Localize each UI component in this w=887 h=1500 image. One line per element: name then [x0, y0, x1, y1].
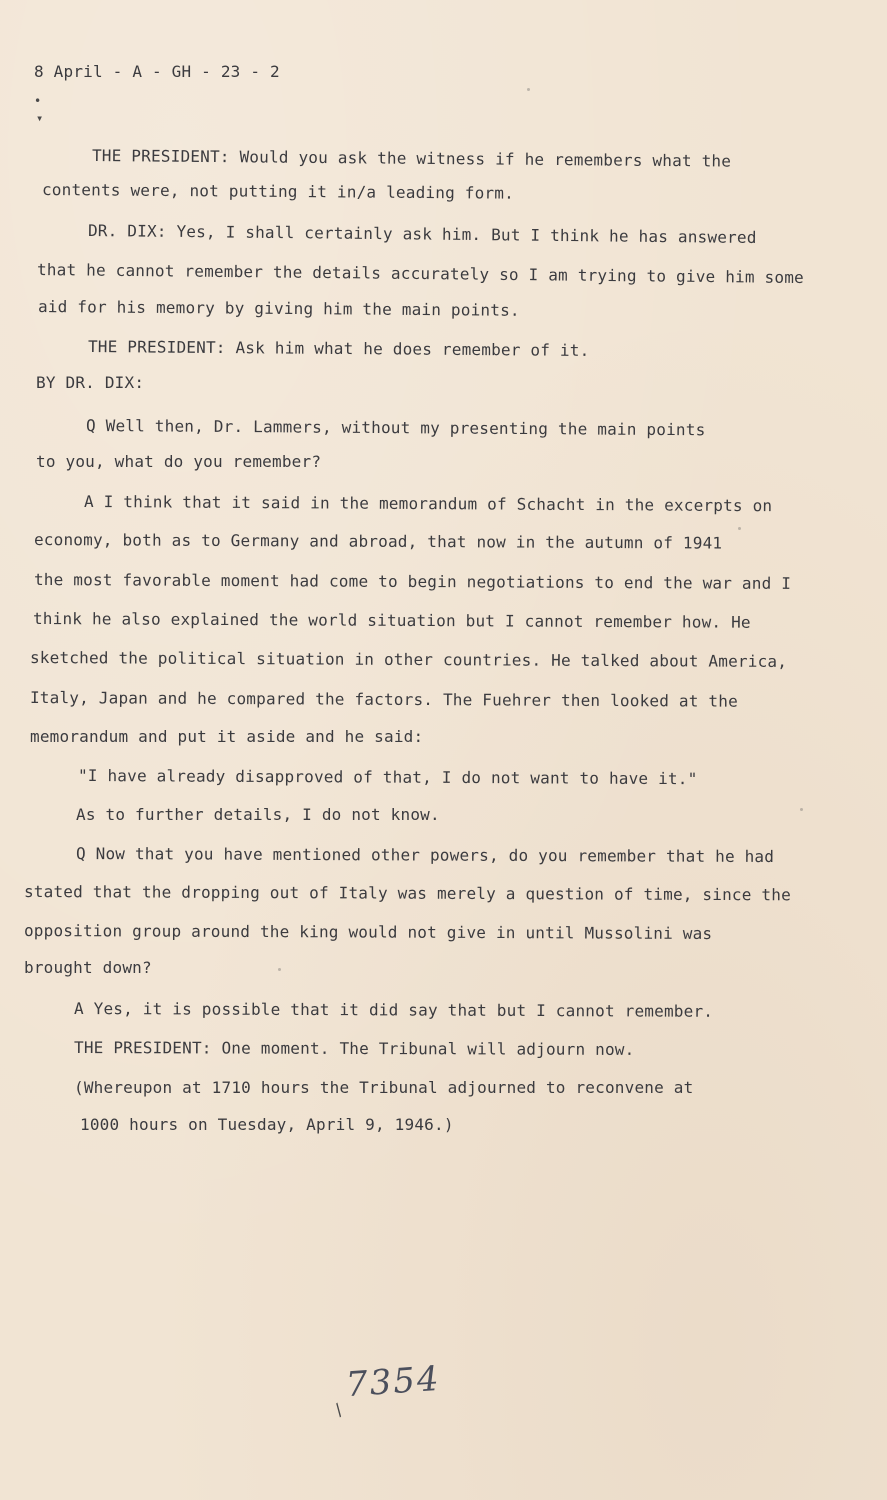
- text-line: to you, what do you remember?: [36, 452, 322, 471]
- text-line: As to further details, I do not know.: [76, 805, 440, 824]
- text-line: Q Well then, Dr. Lammers, without my presenting the main points: [85, 416, 706, 440]
- paper-speck: [527, 88, 530, 91]
- page-header: 8 April - A - GH - 23 - 2: [34, 62, 280, 81]
- text-line: DR. DIX: Yes, I shall certainly ask him. But I think he has answered: [87, 221, 757, 248]
- paper-speck: [800, 808, 803, 811]
- text-line: A I think that it said in the memorandum of Schacht in the excerpts on: [83, 492, 773, 516]
- margin-mark: ▾: [36, 111, 44, 125]
- text-line: THE PRESIDENT: One moment. The Tribunal will adjourn now.: [73, 1038, 635, 1059]
- text-line: the most favorable moment had come to begin negotiations to end the war and I: [33, 570, 792, 593]
- text-line: think he also explained the world situation but I cannot remember how. He: [32, 609, 751, 632]
- text-line: opposition group around the king would not give in until Mussolini was: [23, 921, 713, 944]
- text-line: economy, both as to Germany and abroad, that now in the autumn of 1941: [33, 530, 723, 553]
- text-line: BY DR. DIX:: [36, 373, 145, 392]
- text-line: sketched the political situation in other countries. He talked about America,: [29, 648, 788, 671]
- text-line: A Yes, it is possible that it did say that but I cannot remember.: [73, 999, 714, 1021]
- handwritten-page-number: 7354: [344, 1358, 442, 1406]
- text-line: THE PRESIDENT: Ask him what he does remember of it.: [87, 337, 590, 360]
- paper-speck: [738, 527, 741, 530]
- text-line: Q Now that you have mentioned other powers, do you remember that he had: [75, 844, 775, 867]
- pen-mark: /: [328, 1399, 349, 1420]
- text-line: brought down?: [24, 958, 152, 977]
- text-line: aid for his memory by giving him the main points.: [37, 297, 520, 320]
- text-line: memorandum and put it aside and he said:: [30, 727, 424, 746]
- margin-mark: •: [34, 94, 42, 108]
- text-line: 1000 hours on Tuesday, April 9, 1946.): [80, 1115, 454, 1134]
- text-line: stated that the dropping out of Italy was merely a question of time, since the: [23, 882, 792, 905]
- text-line: that he cannot remember the details accurately so I am trying to give him some: [36, 260, 805, 288]
- text-line: Italy, Japan and he compared the factors. The Fuehrer then looked at the: [29, 688, 739, 711]
- text-line: contents were, not putting it in/a leading form.: [41, 180, 515, 203]
- paper-speck: [278, 968, 281, 971]
- text-line: (Whereupon at 1710 hours the Tribunal adjourned to reconvene at: [74, 1078, 694, 1097]
- text-line: THE PRESIDENT: Would you ask the witness if he remembers what the: [91, 146, 732, 171]
- text-line: "I have already disapproved of that, I do not want to have it.": [77, 766, 698, 789]
